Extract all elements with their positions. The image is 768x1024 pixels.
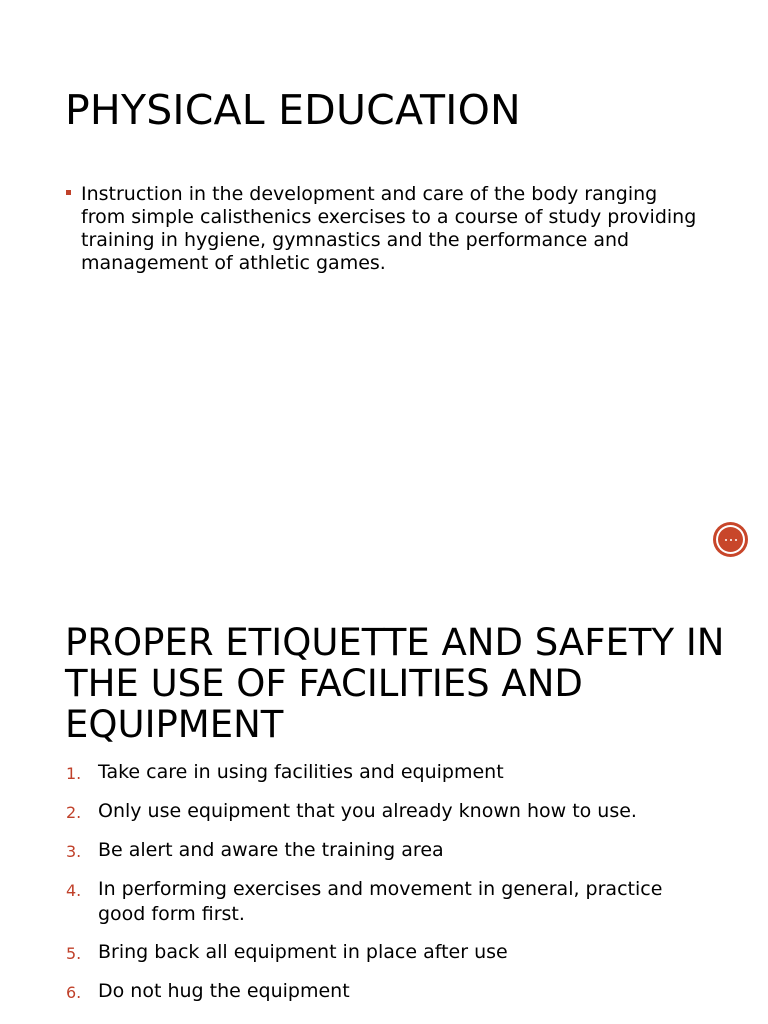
list-item — [66, 877, 706, 927]
list-number: 1. — [66, 764, 82, 783]
list-number: 2. — [66, 803, 82, 822]
list-item-text: Bring back all equipment in place after use — [98, 941, 508, 963]
list-item — [66, 979, 706, 1005]
ellipsis-icon — [723, 537, 739, 543]
list-number: 3. — [66, 842, 82, 861]
list-number: 6. — [66, 983, 82, 1002]
slide-etiquette-and-safety — [0, 576, 768, 1024]
list-item — [66, 940, 706, 966]
slide-title: PROPER ETIQUETTE AND SAFETY IN THE USE OF FACILITIES AND EQUIPMENT — [65, 621, 725, 746]
list-item-text: Be alert and aware the training area — [98, 839, 444, 861]
list-item-text: In performing exercises and movement in general, practice good form first. — [98, 878, 663, 925]
list-item-text: Take care in using facilities and equipment — [98, 761, 504, 783]
slide-title: PHYSICAL EDUCATION — [65, 86, 521, 134]
list-item — [66, 838, 706, 864]
list-item — [66, 799, 706, 825]
bullet-item — [66, 183, 706, 275]
list-item-text: Only use equipment that you already known how to use. — [98, 800, 637, 822]
list-number: 4. — [66, 881, 82, 900]
square-bullet-icon — [66, 190, 71, 195]
ellipsis-icon-button[interactable] — [716, 525, 745, 554]
bullet-text: Instruction in the development and care of the body ranging from simple calisthenics exercises to a course of study providing training in hygiene, gymnastics and the performance and management of athletic games. — [81, 183, 697, 274]
list-number: 5. — [66, 944, 82, 963]
list-item-text: Do not hug the equipment — [98, 980, 350, 1002]
list-item — [66, 760, 706, 786]
numbered-list — [66, 760, 706, 1018]
